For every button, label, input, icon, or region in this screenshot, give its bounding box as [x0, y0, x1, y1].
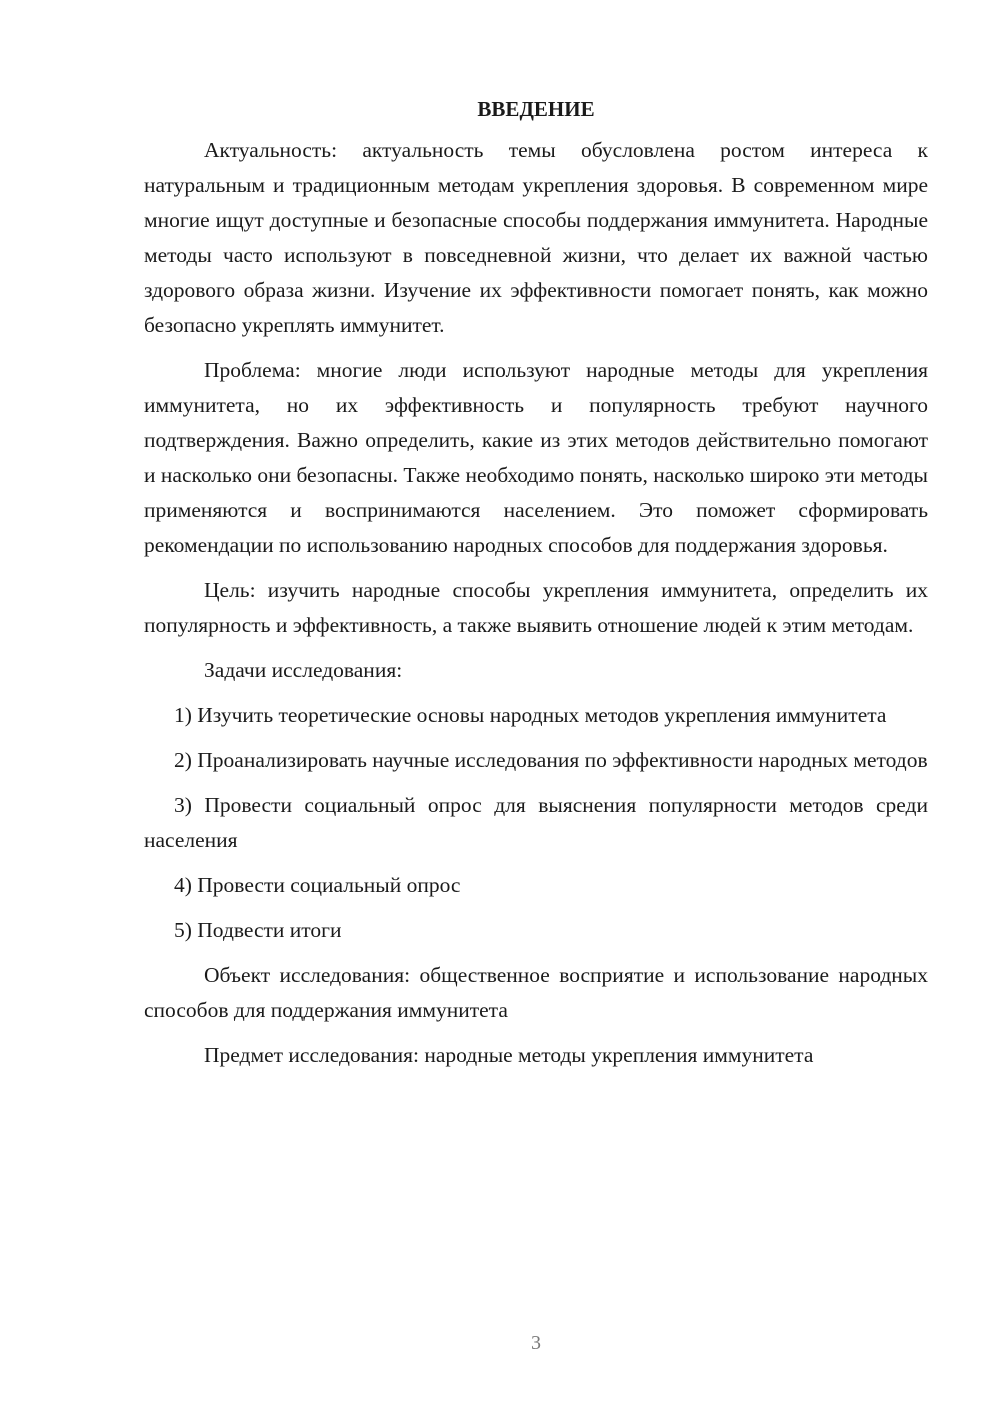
task-item-1: 1) Изучить теоретические основы народных методов укрепления иммунитета — [174, 703, 887, 727]
task-item-4: 4) Провести социальный опрос — [174, 873, 461, 897]
object-paragraph: Объект исследования: общественное восприятие и использование народных способов для поддержания иммунитета — [144, 963, 928, 1022]
task-item-2: 2) Проанализировать научные исследования по эффективности народных методов — [174, 748, 928, 772]
tasks-list — [144, 698, 928, 948]
page-title: ВВЕДЕНИЕ — [477, 97, 595, 121]
page-number: 3 — [531, 1332, 541, 1354]
goal-paragraph: Цель: изучить народные способы укрепления иммунитета, определить их популярность и эффективность, а также выявить отношение людей к этим методам. — [144, 578, 928, 637]
page-content — [144, 92, 928, 1083]
subject-paragraph: Предмет исследования: народные методы укрепления иммунитета — [204, 1043, 814, 1067]
task-item-5: 5) Подвести итоги — [174, 918, 342, 942]
problem-paragraph: Проблема: многие люди используют народные методы для укрепления иммунитета, но их эффективность и популярность требуют научного подтверждения. Важно определить, какие из этих методов действительно помогают и насколько они безопасны. Также необходимо понять, насколько широко эти методы применяются и воспринимаются населением. Это поможет сформировать рекомендации по использованию народных способов для поддержания здоровья. — [144, 358, 928, 557]
relevance-paragraph: Актуальность: актуальность темы обусловлена ростом интереса к натуральным и традиционным методам укрепления здоровья. В современном мире многие ищут доступные и безопасные способы поддержания иммунитета. Народные методы часто используют в повседневной жизни, что делает их важной частью здорового образа жизни. Изучение их эффективности помогает понять, как можно безопасно укреплять иммунитет. — [144, 138, 928, 337]
task-item-3: 3) Провести социальный опрос для выяснения популярности методов среди населения — [144, 793, 928, 852]
tasks-heading: Задачи исследования: — [204, 658, 403, 682]
